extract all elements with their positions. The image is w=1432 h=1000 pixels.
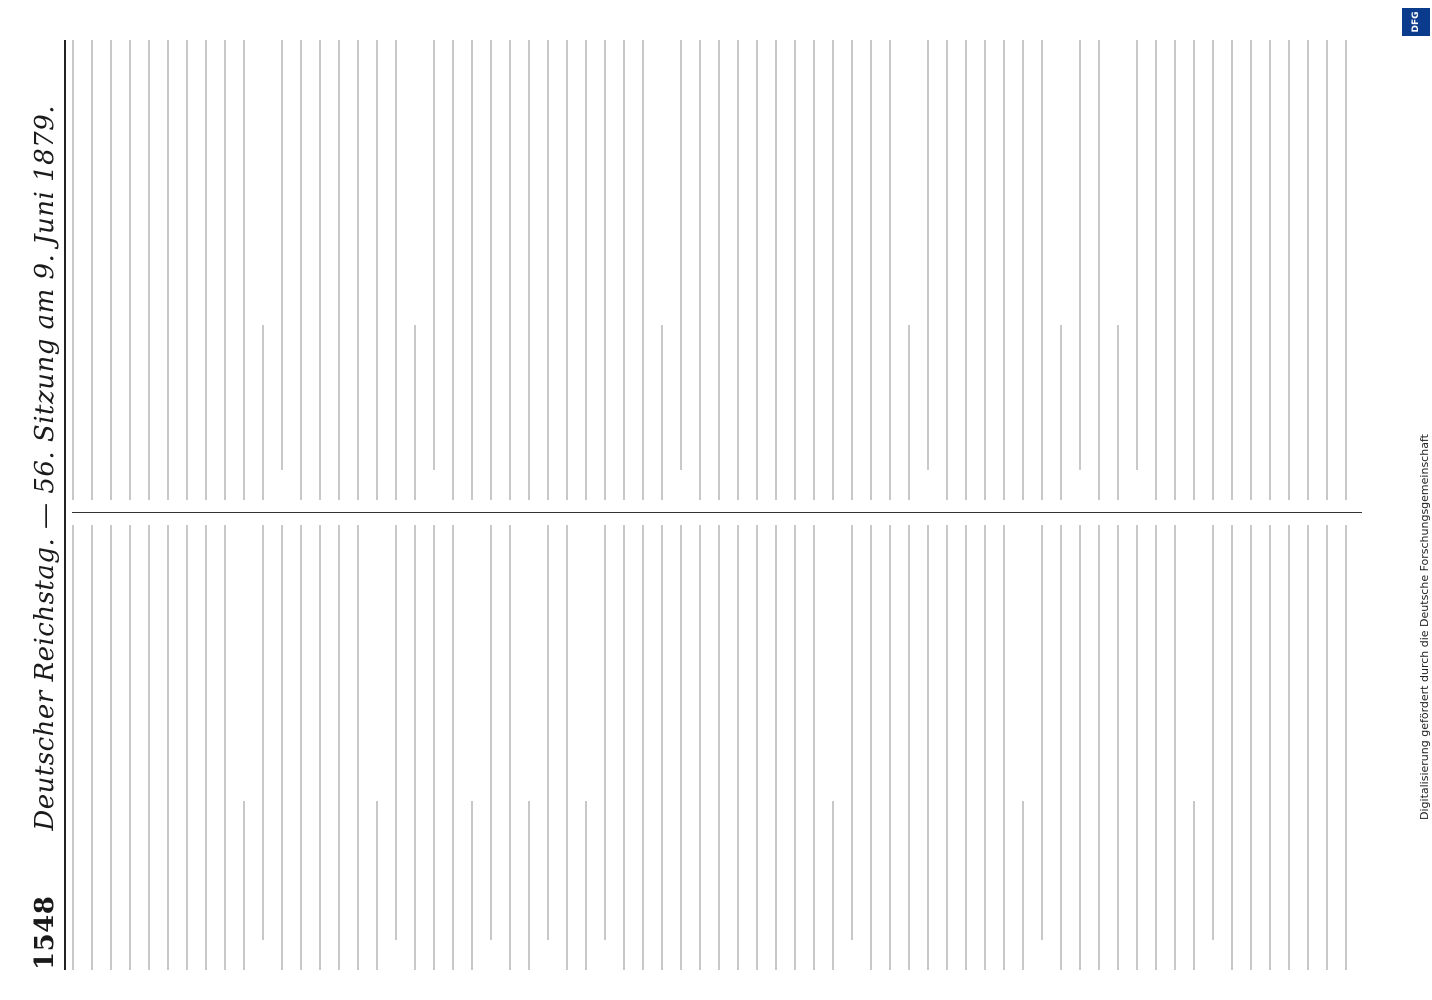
- text-line: [205, 40, 207, 500]
- text-line: [281, 40, 283, 470]
- text-line: [1307, 40, 1309, 500]
- text-line: [433, 40, 435, 470]
- text-line: [72, 525, 74, 970]
- text-line: [452, 40, 454, 500]
- text-line: [870, 525, 872, 970]
- text-line: [1060, 325, 1062, 500]
- text-line: [1193, 801, 1195, 970]
- text-line: [1269, 525, 1271, 970]
- text-line: [433, 525, 435, 970]
- text-line: [965, 40, 967, 500]
- text-line: [1174, 525, 1176, 970]
- text-line: [794, 525, 796, 970]
- text-line: [1003, 525, 1005, 970]
- text-line: [1212, 40, 1214, 500]
- text-line: [91, 40, 93, 500]
- text-line: [224, 40, 226, 500]
- text-line: [186, 40, 188, 500]
- text-line: [490, 525, 492, 940]
- text-line: [471, 801, 473, 970]
- text-line: [319, 40, 321, 500]
- text-line: [756, 525, 758, 970]
- text-line: [946, 525, 948, 970]
- text-line: [205, 525, 207, 970]
- text-line: [718, 40, 720, 500]
- text-line: [832, 40, 834, 500]
- text-line: [528, 801, 530, 970]
- text-line: [376, 40, 378, 500]
- text-line: [1345, 40, 1347, 500]
- page-number: 1548: [30, 895, 60, 970]
- text-line: [1231, 40, 1233, 500]
- text-line: [566, 525, 568, 970]
- text-line: [984, 40, 986, 500]
- running-header: [16, 40, 66, 970]
- text-line: [338, 40, 340, 500]
- text-line: [908, 525, 910, 970]
- text-line: [1307, 525, 1309, 970]
- text-line: [642, 525, 644, 970]
- text-line: [72, 40, 74, 500]
- text-line: [1231, 525, 1233, 970]
- text-line: [623, 40, 625, 500]
- text-line: [1326, 40, 1328, 500]
- text-line: [414, 525, 416, 970]
- text-line: [338, 525, 340, 970]
- text-line: [1079, 40, 1081, 470]
- text-line: [699, 40, 701, 500]
- text-line: [1041, 40, 1043, 500]
- text-line: [110, 525, 112, 970]
- text-line: [642, 40, 644, 500]
- text-line: [889, 525, 891, 970]
- text-line: [566, 40, 568, 500]
- text-line: [1003, 40, 1005, 500]
- text-line: [395, 40, 397, 500]
- text-line: [680, 525, 682, 970]
- text-line: [129, 525, 131, 970]
- text-line: [1060, 525, 1062, 970]
- text-line: [1193, 40, 1195, 500]
- text-line: [186, 525, 188, 970]
- text-line: [471, 40, 473, 500]
- text-line: [1212, 525, 1214, 940]
- text-line: [661, 525, 663, 970]
- text-line: [243, 40, 245, 500]
- imprint-text: Digitalisierung gefördert durch die Deutsche Forschungsgemeinschaft: [1418, 434, 1431, 820]
- text-line: [528, 40, 530, 500]
- column-divider: [72, 512, 1362, 513]
- text-line: [243, 801, 245, 970]
- text-line: [129, 40, 131, 500]
- left-column: [72, 525, 1366, 970]
- text-line: [509, 40, 511, 500]
- text-line: [1288, 40, 1290, 500]
- text-line: [452, 525, 454, 970]
- text-line: [490, 40, 492, 500]
- text-line: [775, 40, 777, 500]
- text-line: [224, 525, 226, 970]
- text-line: [1136, 40, 1138, 470]
- text-line: [1250, 525, 1252, 970]
- text-line: [547, 40, 549, 500]
- text-line: [718, 525, 720, 970]
- text-line: [1041, 525, 1043, 940]
- text-line: [908, 325, 910, 500]
- text-line: [1117, 525, 1119, 970]
- text-line: [262, 525, 264, 940]
- text-line: [1174, 40, 1176, 500]
- text-line: [1079, 525, 1081, 970]
- text-line: [1326, 525, 1328, 970]
- text-line: [1098, 40, 1100, 500]
- text-line: [813, 525, 815, 970]
- text-line: [1250, 40, 1252, 500]
- text-line: [414, 325, 416, 500]
- text-line: [1288, 525, 1290, 970]
- running-title: Deutscher Reichstag. — 56. Sitzung am 9. Juni 1879.: [30, 104, 60, 831]
- text-line: [927, 525, 929, 970]
- text-line: [110, 40, 112, 500]
- text-line: [395, 525, 397, 940]
- text-line: [357, 40, 359, 500]
- text-line: [319, 525, 321, 970]
- text-line: [148, 40, 150, 500]
- text-line: [623, 525, 625, 970]
- text-line: [927, 40, 929, 470]
- text-line: [300, 40, 302, 500]
- text-line: [357, 525, 359, 970]
- text-line: [167, 525, 169, 970]
- text-line: [604, 40, 606, 500]
- text-line: [699, 525, 701, 970]
- text-line: [813, 40, 815, 500]
- dfg-logo: DFG: [1402, 8, 1430, 36]
- text-line: [91, 525, 93, 970]
- text-line: [281, 525, 283, 970]
- text-line: [547, 525, 549, 940]
- text-line: [1136, 525, 1138, 970]
- text-line: [376, 801, 378, 970]
- text-line: [1022, 801, 1024, 970]
- text-line: [737, 525, 739, 970]
- text-line: [661, 325, 663, 500]
- text-line: [1098, 525, 1100, 970]
- text-line: [1117, 325, 1119, 500]
- text-line: [946, 40, 948, 500]
- text-line: [1269, 40, 1271, 500]
- text-line: [737, 40, 739, 500]
- text-line: [680, 40, 682, 470]
- text-line: [167, 40, 169, 500]
- text-line: [851, 525, 853, 940]
- text-line: [965, 525, 967, 970]
- text-line: [870, 40, 872, 500]
- text-line: [509, 525, 511, 970]
- text-line: [1155, 40, 1157, 500]
- text-line: [832, 801, 834, 970]
- text-line: [585, 801, 587, 970]
- text-line: [300, 525, 302, 970]
- text-line: [585, 40, 587, 500]
- text-line: [1155, 525, 1157, 970]
- right-column: [72, 40, 1366, 500]
- text-line: [794, 40, 796, 500]
- text-line: [262, 325, 264, 500]
- text-line: [1022, 40, 1024, 500]
- text-line: [1345, 525, 1347, 970]
- text-line: [604, 525, 606, 940]
- text-line: [148, 525, 150, 970]
- text-line: [775, 525, 777, 970]
- text-line: [889, 40, 891, 500]
- text-line: [984, 525, 986, 970]
- text-line: [756, 40, 758, 500]
- text-line: [851, 40, 853, 500]
